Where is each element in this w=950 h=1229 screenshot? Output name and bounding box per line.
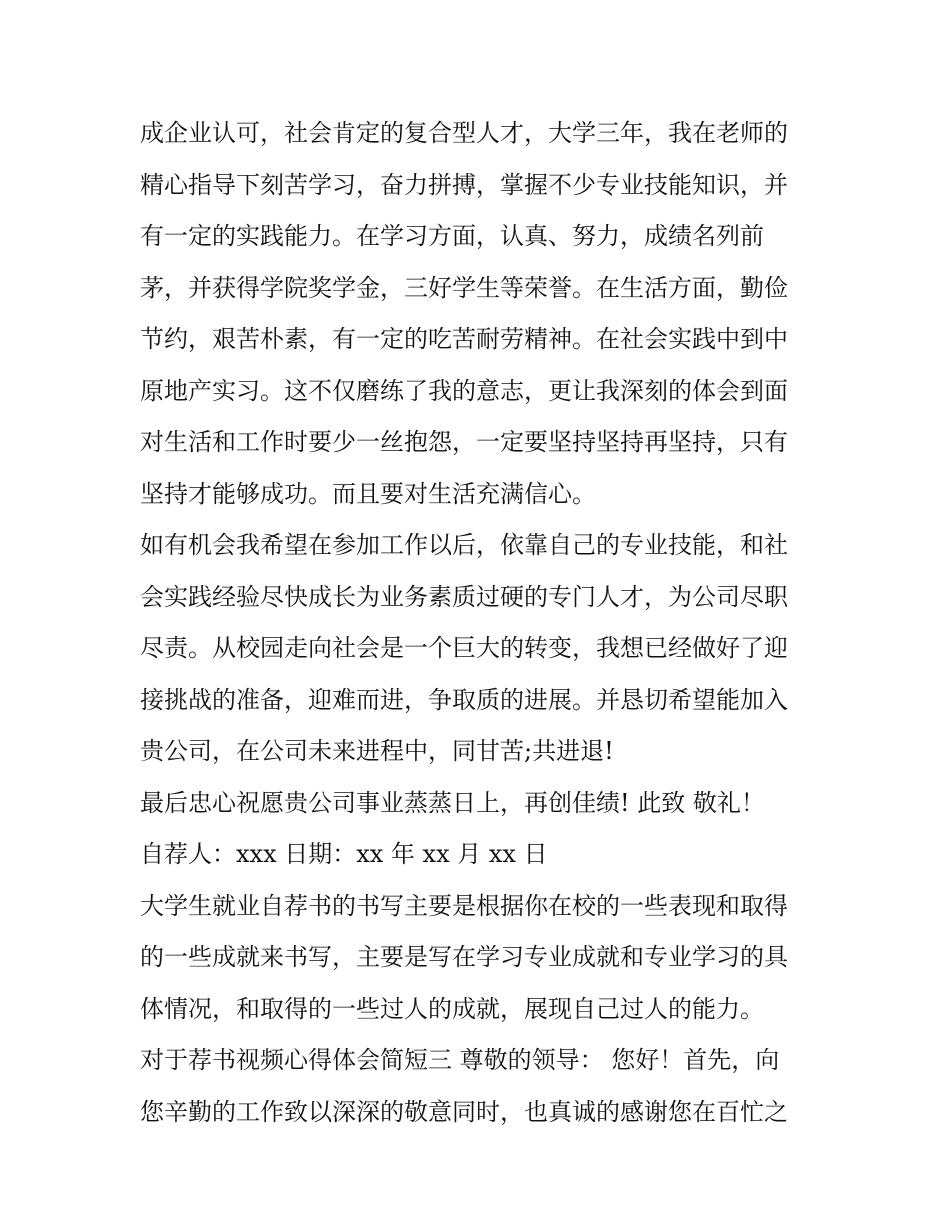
text-line-17: 的一些成就来书写，主要是写在学习专业成就和专业学习的具 xyxy=(140,943,788,971)
text-line-15: 自荐人：xxx 日期：xx 年 xx 月 xx 日 xyxy=(140,840,548,868)
text-line-7: 对生活和工作时要少一丝抱怨，一定要坚持坚持再坚持，只有 xyxy=(140,428,788,456)
text-line-2: 精心指导下刻苦学习，奋力拼搏，掌握不少专业技能知识，并 xyxy=(140,170,788,199)
text-line-6: 原地产实习。这不仅磨练了我的意志，更让我深刻的体会到面 xyxy=(140,376,788,405)
text-line-18: 体情况，和取得的一些过人的成就，展现自己过人的能力。 xyxy=(140,994,764,1023)
text-line-11: 尽责。从校园走向社会是一个巨大的转变，我想已经做好了迎 xyxy=(140,634,788,662)
text-line-12: 接挑战的准备，迎难而进，争取质的进展。并恳切希望能加入 xyxy=(140,685,788,714)
text-line-8: 坚持才能够成功。而且要对生活充满信心。 xyxy=(140,479,596,508)
text-line-5: 节约，艰苦朴素，有一定的吃苦耐劳精神。在社会实践中到中 xyxy=(140,325,788,353)
text-line-19: 对于荐书视频心得体会简短三 尊敬的领导： 您好！首先，向 xyxy=(140,1046,780,1074)
document-body xyxy=(140,108,820,1138)
text-line-20: 您辛勤的工作致以深深的敬意同时，也真诚的感谢您在百忙之 xyxy=(140,1097,788,1126)
text-line-13: 贵公司，在公司未来进程中，同甘苦;共进退! xyxy=(140,737,614,765)
text-line-1: 成企业认可，社会肯定的复合型人才，大学三年，我在老师的 xyxy=(140,119,788,147)
text-line-3: 有一定的实践能力。在学习方面，认真、努力，成绩名列前 xyxy=(140,222,764,250)
text-line-10: 会实践经验尽快成长为业务素质过硬的专门人才，为公司尽职 xyxy=(140,582,788,611)
text-line-14: 最后忠心祝愿贵公司事业蒸蒸日上，再创佳绩! 此致 敬礼！ xyxy=(140,788,765,817)
text-line-9: 如有机会我希望在参加工作以后，依靠自己的专业技能，和社 xyxy=(140,531,788,559)
text-line-4: 茅，并获得学院奖学金，三好学生等荣誉。在生活方面，勤俭 xyxy=(140,273,788,302)
text-line-16: 大学生就业自荐书的书写主要是根据你在校的一些表现和取得 xyxy=(140,891,788,920)
